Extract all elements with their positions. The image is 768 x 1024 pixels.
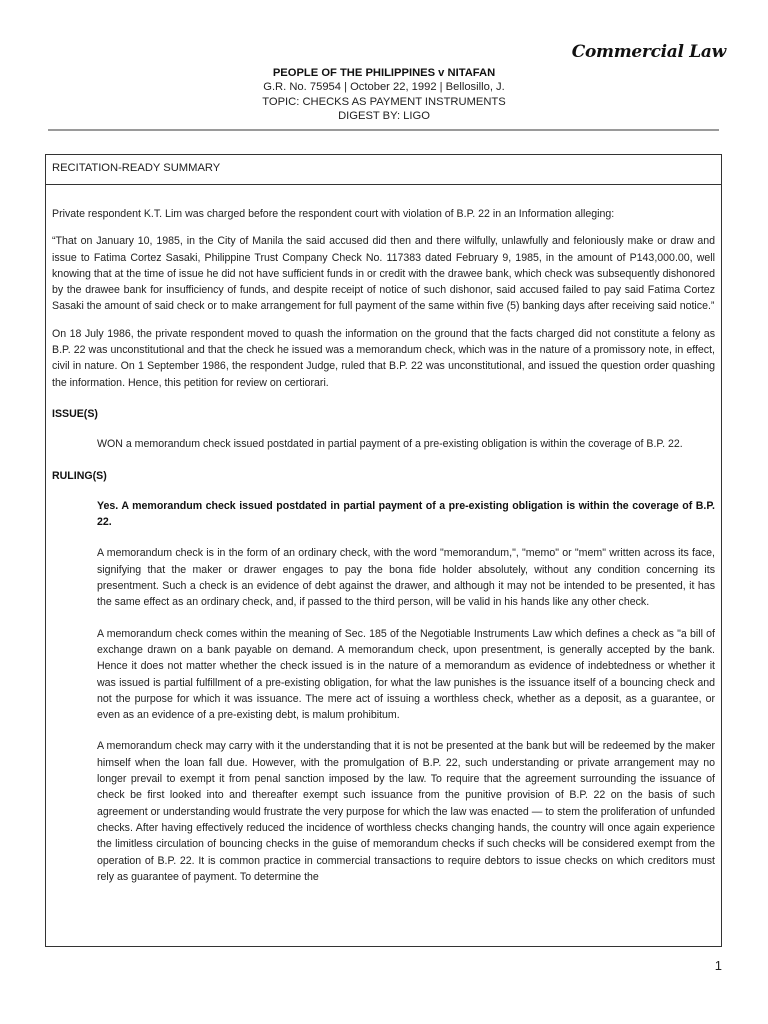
- page-number: 1: [714, 958, 722, 973]
- digest-author: DIGEST BY: LIGO: [338, 110, 430, 123]
- case-header: [0, 66, 768, 124]
- information-quote: “That on January 10, 1985, in the City of Manila the said accused did then and there wilfully, unlawfully and feloniously make or draw and issue to Fatima Cortez Sasaki, Philippine Trust Company Check No. 117383 dated February 9, 1985, in the amount of P143,000.00, well knowing that at the time of issue he did not have sufficient funds in or credit with the drawee bank, which check was subsequently dishonored by the drawee bank for insufficiency of funds, and despite receipt of notice of such dishonor, said accused failed to pay said Fatima Cortez Sasaki the amount of said check or to make arrangement for full payment of the same within five (5) banking days after receiving said notice.”: [52, 235, 715, 313]
- rulings-heading: RULING(S): [52, 469, 107, 482]
- summary-paragraph: Private respondent K.T. Lim was charged before the respondent court with violation of B.P. 22 in an Information alleging:: [52, 208, 615, 220]
- issues-heading: ISSUE(S): [52, 407, 98, 420]
- case-citation: G.R. No. 75954 | October 22, 1992 | Bellosillo, J.: [263, 81, 505, 94]
- ruling-paragraph: A memorandum check is in the form of an ordinary check, with the word "memorandum,", "memo" or "mem" written across its face, signifying that the maker or drawer engages to pay the bona fide holder absolutely, without any condition concerning its presentment. Such a check is an evidence of debt against the drawer, and although it may not be intended to be presented, it has the same effect as an ordinary check, and, if passed to the third person, will be valid in his hands like any other check.: [97, 547, 715, 609]
- summary-content: [46, 185, 721, 885]
- ruling-answer: Yes. A memorandum check issued postdated in partial payment of a pre-existing obligation is within the coverage of B.P. 22.: [97, 499, 715, 529]
- summary-box: [45, 154, 722, 947]
- subject-label: Commercial Law: [571, 42, 726, 62]
- header-divider: [48, 129, 719, 131]
- case-topic: TOPIC: CHECKS AS PAYMENT INSTRUMENTS: [262, 95, 506, 108]
- ruling-paragraph: A memorandum check comes within the meaning of Sec. 185 of the Negotiable Instruments Law which defines a check as "a bill of exchange drawn on a bank payable on demand. A memorandum check, upon presentment, is generally accepted by the bank. Hence it does not matter whether the check issued is in the nature of a memorandum as evidence of indebtedness or whether it was issued is partial fulfillment of a pre-existing obligation, for what the law punishes is the issuance itself of a bouncing check and not the purpose for which it was issuance. The mere act of issuing a worthless check, whether as a deposit, as a guarantee, or even as an evidence of a pre-existing debt, is malum prohibitum.: [97, 627, 715, 722]
- ruling-paragraph: A memorandum check may carry with it the understanding that it is not be presented at the bank but will be redeemed by the maker himself when the loan fall due. However, with the promulgation of B.P. 22, such understanding or private arrangement may no longer prevail to exempt it from penal sanction imposed by the law. To require that the agreement surrounding the issuance of check be first looked into and thereafter exempt such issuance from the punitive provision of B.P. 22 on the basis of such agreement or understanding would frustrate the very purpose for which the law was enacted — to stem the proliferation of unfunded checks. After having effectively reduced the incidence of worthless checks changing hands, the country will once again experience the limitless circulation of bouncing checks in the guise of memorandum checks if such checks will be considered exempt from the operation of B.P. 22. It is common practice in commercial transactions to require debtors to issue checks on which creditors must rely as guarantee of payment. To determine the: [97, 740, 715, 883]
- summary-paragraph: On 18 July 1986, the private respondent moved to quash the information on the ground that the facts charged did not constitute a felony as B.P. 22 was unconstitutional and that the check he issued was a memorandum check, which was in the nature of a promissory note, in effect, civil in nature. On 1 September 1986, the respondent Judge, ruled that B.P. 22 was unconstitutional, and issued the question order quashing the information. Hence, this petition for review on certiorari.: [52, 327, 715, 389]
- summary-title: RECITATION-READY SUMMARY: [46, 155, 721, 185]
- case-title: PEOPLE OF THE PHILIPPINES v NITAFAN: [272, 67, 496, 79]
- issue-text: WON a memorandum check issued postdated in partial payment of a pre-existing obligation is within the coverage of B.P. 22.: [97, 438, 683, 451]
